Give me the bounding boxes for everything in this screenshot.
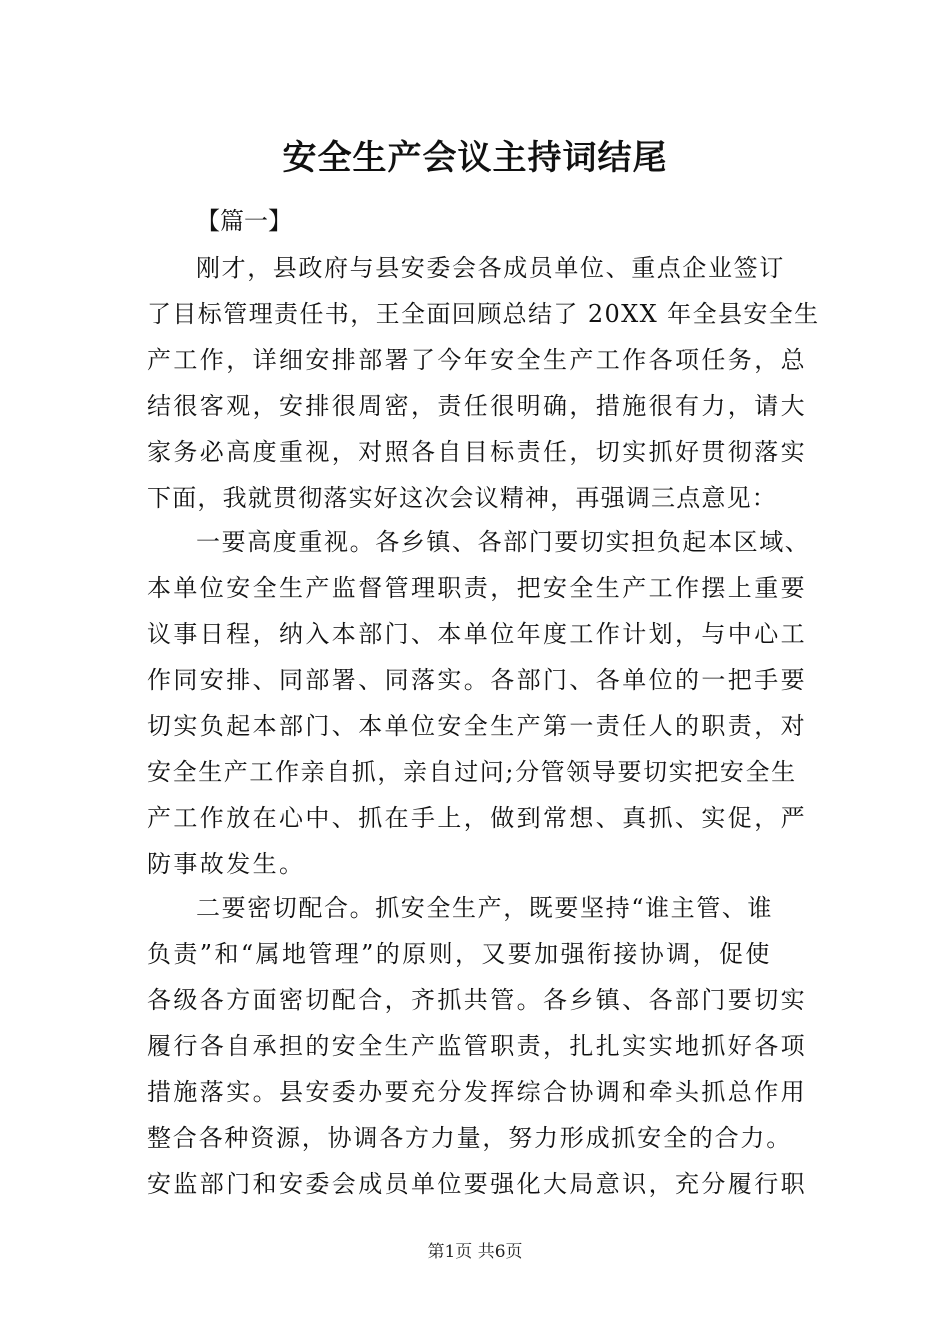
- paragraph-line: 刚才，县政府与县安委会各成员单位、重点企业签订: [196, 254, 785, 282]
- paragraph-line: 各级各方面密切配合，齐抓共管。各乡镇、各部门要切实: [147, 986, 807, 1014]
- paragraph-line: 安全生产工作亲自抓，亲自过问;分管领导要切实把安全生: [147, 758, 797, 786]
- paragraph-line: 整合各种资源，协调各方力量，努力形成抓安全的合力。: [147, 1124, 792, 1152]
- paragraph-line: 一要高度重视。各乡镇、各部门要切实担负起本区域、: [196, 528, 811, 556]
- paragraph-line: 家务必高度重视，对照各自目标责任，切实抓好贯彻落实: [147, 438, 807, 466]
- paragraph-line: 二要密切配合。抓安全生产，既要坚持“谁主管、谁: [196, 894, 774, 922]
- document-title: 安全生产会议主持词结尾: [282, 138, 668, 178]
- paragraph-line: 结很客观，安排很周密，责任很明确，措施很有力，请大: [147, 392, 807, 420]
- paragraph-line: 产工作放在心中、抓在手上，做到常想、真抓、实促，严: [147, 804, 807, 832]
- paragraph-line: 下面，我就贯彻落实好这次会议精神，再强调三点意见：: [147, 484, 777, 512]
- paragraph-line: 产工作，详细安排部署了今年安全生产工作各项任务，总: [147, 346, 807, 374]
- paragraph-line: 措施落实。县安委办要充分发挥综合协调和牵头抓总作用: [147, 1078, 807, 1106]
- page-footer: 第1页 共6页: [427, 1242, 523, 1262]
- paragraph-line: 本单位安全生产监督管理职责，把安全生产工作摆上重要: [147, 574, 807, 602]
- paragraph-line: 切实负起本部门、本单位安全生产第一责任人的职责，对: [147, 712, 807, 740]
- paragraph-line: 议事日程，纳入本部门、本单位年度工作计划，与中心工: [147, 620, 807, 648]
- paragraph-line: 防事故发生。: [147, 850, 306, 878]
- paragraph-line: 作同安排、同部署、同落实。各部门、各单位的一把手要: [147, 666, 807, 694]
- paragraph-line: 安监部门和安委会成员单位要强化大局意识，充分履行职: [147, 1170, 807, 1198]
- paragraph-line: 负责”和“属地管理”的原则，又要加强衔接协调，促使: [147, 940, 772, 968]
- paragraph-line: 履行各自承担的安全生产监管职责，扎扎实实地抓好各项: [147, 1032, 807, 1060]
- section-label: 【篇一】: [196, 207, 292, 235]
- paragraph-line: 了目标管理责任书，王全面回顾总结了 20XX 年全县安全生: [147, 300, 820, 328]
